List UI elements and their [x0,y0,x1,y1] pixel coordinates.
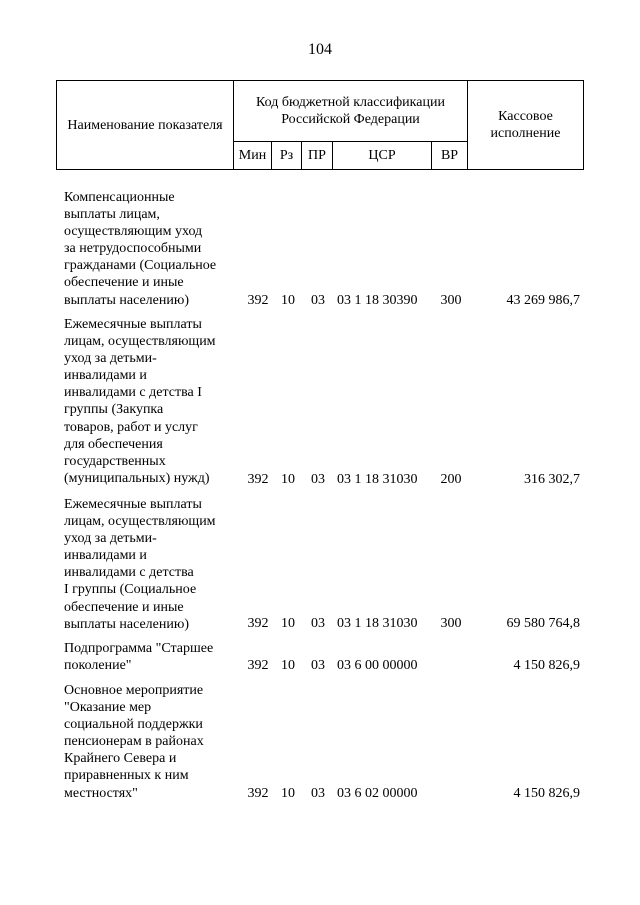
row-csr: 03 1 18 31030 [337,616,418,631]
row-sum: 4 150 826,9 [513,658,580,673]
header-name: Наименование показателя [56,80,234,170]
table-row [0,316,640,488]
row-rz: 10 [281,616,295,631]
row-sum: 43 269 986,7 [506,293,580,308]
row-sum: 316 302,7 [524,472,580,487]
row-rz: 10 [281,658,295,673]
row-csr: 03 6 00 00000 [337,658,418,673]
row-min: 392 [247,786,269,801]
row-sum: 4 150 826,9 [513,786,580,801]
row-min: 392 [247,658,269,673]
row-min: 392 [247,293,269,308]
header-pr: ПР [301,141,333,170]
row-sum: 69 580 764,8 [506,616,580,631]
row-vr: 300 [440,616,462,631]
row-pr: 03 [311,293,325,308]
row-min: 392 [247,472,269,487]
row-name: Подпрограмма "Старшее поколение" [64,641,214,674]
row-vr: 200 [440,472,462,487]
row-csr: 03 1 18 31030 [337,472,418,487]
row-name: Ежемесячные выплаты лицам, осуществляющим уход за детьми- инвалидами и инвалидами с детства I группы (Закупка товаров, работ и услуг для обеспечения государственных (муниципальных) нужд) [64,317,216,486]
header-vr: ВР [431,141,468,170]
header-code-group: Код бюджетной классификации Российской Федерации [233,80,468,142]
row-rz: 10 [281,472,295,487]
row-csr: 03 6 02 00000 [337,786,418,801]
header-min: Мин [233,141,272,170]
row-csr: 03 1 18 30390 [337,293,418,308]
row-rz: 10 [281,786,295,801]
row-vr: 300 [440,293,462,308]
table-row [0,189,640,309]
page-number: 104 [308,41,332,58]
row-min: 392 [247,616,269,631]
row-pr: 03 [311,786,325,801]
row-name: Основное мероприятие "Оказание мер социальной поддержки пенсионерам в районах Крайнего Севера и приравненных к ним местностях" [64,683,204,801]
header-csr: ЦСР [332,141,432,170]
row-name: Компенсационные выплаты лицам, осуществляющим уход за нетрудоспособными гражданами (Социальное обеспечение и иные выплаты населению) [64,190,217,308]
table-row [0,640,640,674]
header-execution: Кассовое исполнение [467,80,584,170]
row-pr: 03 [311,616,325,631]
row-rz: 10 [281,293,295,308]
header-rz: Рз [271,141,302,170]
table-row [0,682,640,802]
row-pr: 03 [311,658,325,673]
row-pr: 03 [311,472,325,487]
table-row [0,496,640,632]
row-name: Ежемесячные выплаты лицам, осуществляющим уход за детьми- инвалидами и инвалидами с детства I группы (Социальное обеспечение и иные выплаты населению) [64,497,216,632]
